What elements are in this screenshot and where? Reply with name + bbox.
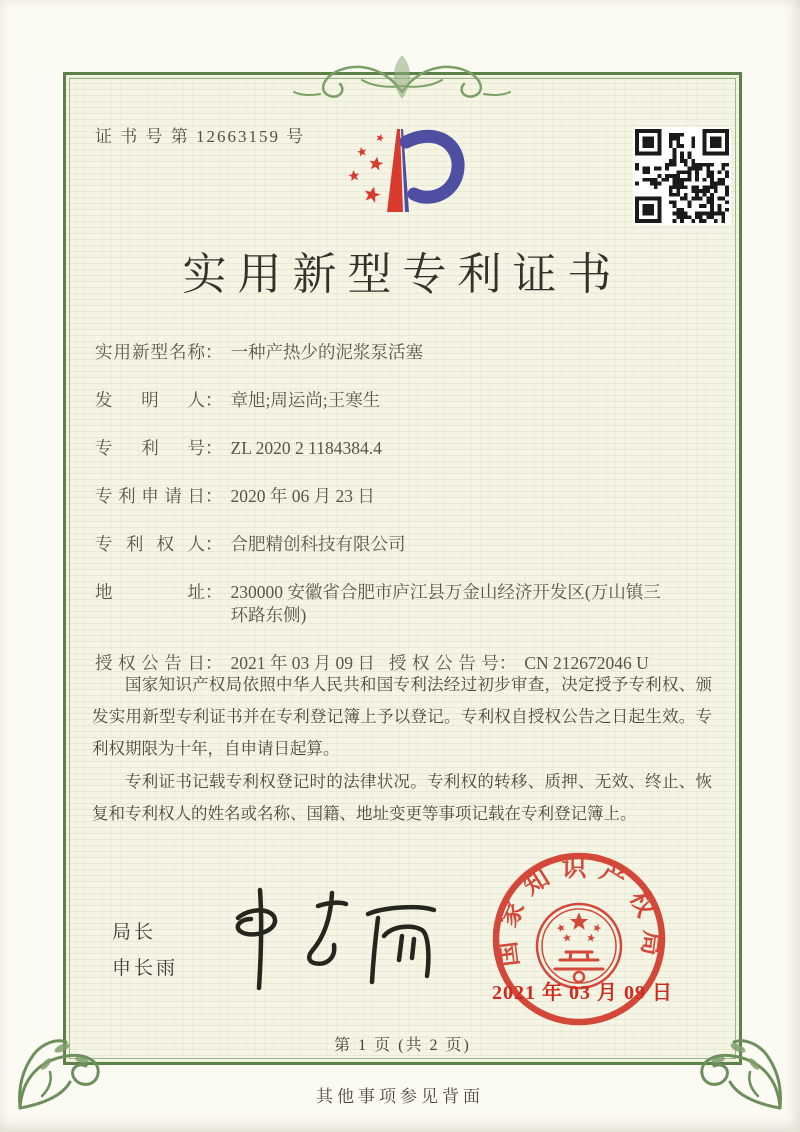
field-row-patent-number: 专利号 ： ZL 2020 2 1184384.4 — [95, 438, 382, 458]
field-label: 发明人 — [95, 390, 205, 410]
commissioner-name: 申长雨 — [112, 958, 179, 979]
legal-paragraph-1: 国家知识产权局依照中华人民共和国专利法经过初步审查，决定授予专利权、颁发实用新型专利证书并在专利登记簿上予以登记。专利权自授权公告之日起生效。专利权期限为十年，自申请日起算。 — [92, 675, 712, 759]
field-value: 230000 安徽省合肥市庐江县万金山经济开发区(万山镇三环路东侧) — [230, 582, 661, 625]
field-label: 授权公告号 — [388, 653, 499, 673]
back-side-note: 其他事项参见背面 — [316, 1087, 484, 1106]
signature-block — [112, 915, 178, 987]
field-value: 章旭;周运尚;王寒生 — [230, 390, 381, 410]
commissioner-title: 局长 — [112, 922, 157, 943]
logo-p-column-icon — [387, 129, 458, 212]
legal-paragraph-2: 专利证书记载专利权登记时的法律状况。专利权的转移、质押、无效、终止、恢复和专利权人的姓名或名称、国籍、地址变更等事项记载在专利登记簿上。 — [92, 771, 712, 823]
grant-date-value: 2021 年 03 月 09 日 — [230, 653, 375, 673]
field-row-utility-model-name: 实用新型名称 ： 一种产热少的泥浆泵活塞 — [95, 342, 423, 362]
field-label: 授权公告日 — [95, 653, 205, 673]
field-label: 专利号 — [95, 438, 205, 458]
page-number: 第 1 页 (共 2 页) — [334, 1037, 471, 1054]
field-value: 合肥精创科技有限公司 — [230, 534, 406, 554]
field-row-grant: 授权公告日 ： 2021 年 03 月 09 日 授权公告号 ： CN 212672046 U — [95, 653, 649, 673]
field-value: 2020 年 06 月 23 日 — [230, 486, 375, 506]
field-value: 一种产热少的泥浆泵活塞 — [230, 342, 423, 362]
field-value: ZL 2020 2 1184384.4 — [230, 438, 382, 458]
field-list — [95, 341, 673, 700]
certificate-number: 证 书 号 第 12663159 号 — [95, 127, 306, 146]
certificate-title: 实用新型专利证书 — [182, 250, 623, 299]
field-label: 实用新型名称 — [95, 342, 205, 362]
field-row-inventors: 发明人 ： 章旭;周运尚;王寒生 — [95, 390, 381, 410]
cnipa-logo — [328, 118, 470, 226]
field-label: 地址 — [95, 582, 205, 602]
seal-date: 2021 年 03 月 09 日 — [492, 982, 673, 1004]
field-row-patentee: 专利权人 ： 合肥精创科技有限公司 — [95, 534, 406, 554]
logo-stars-icon — [348, 133, 385, 204]
grant-number-value: CN 212672046 U — [524, 653, 649, 673]
legal-text-block — [92, 669, 712, 830]
field-label: 专利申请日 — [95, 486, 205, 506]
field-label: 专利权人 — [95, 534, 205, 554]
seal-ring-text: 国家知识产权局 — [492, 854, 667, 969]
field-row-address: 地址 ： 230000 安徽省合肥市庐江县万金山经济开发区(万山镇三环路东侧) — [95, 581, 673, 627]
signature-handwriting — [222, 882, 447, 994]
qr-code — [633, 127, 731, 225]
field-row-filing-date: 专利申请日 ： 2020 年 06 月 23 日 — [95, 486, 375, 506]
